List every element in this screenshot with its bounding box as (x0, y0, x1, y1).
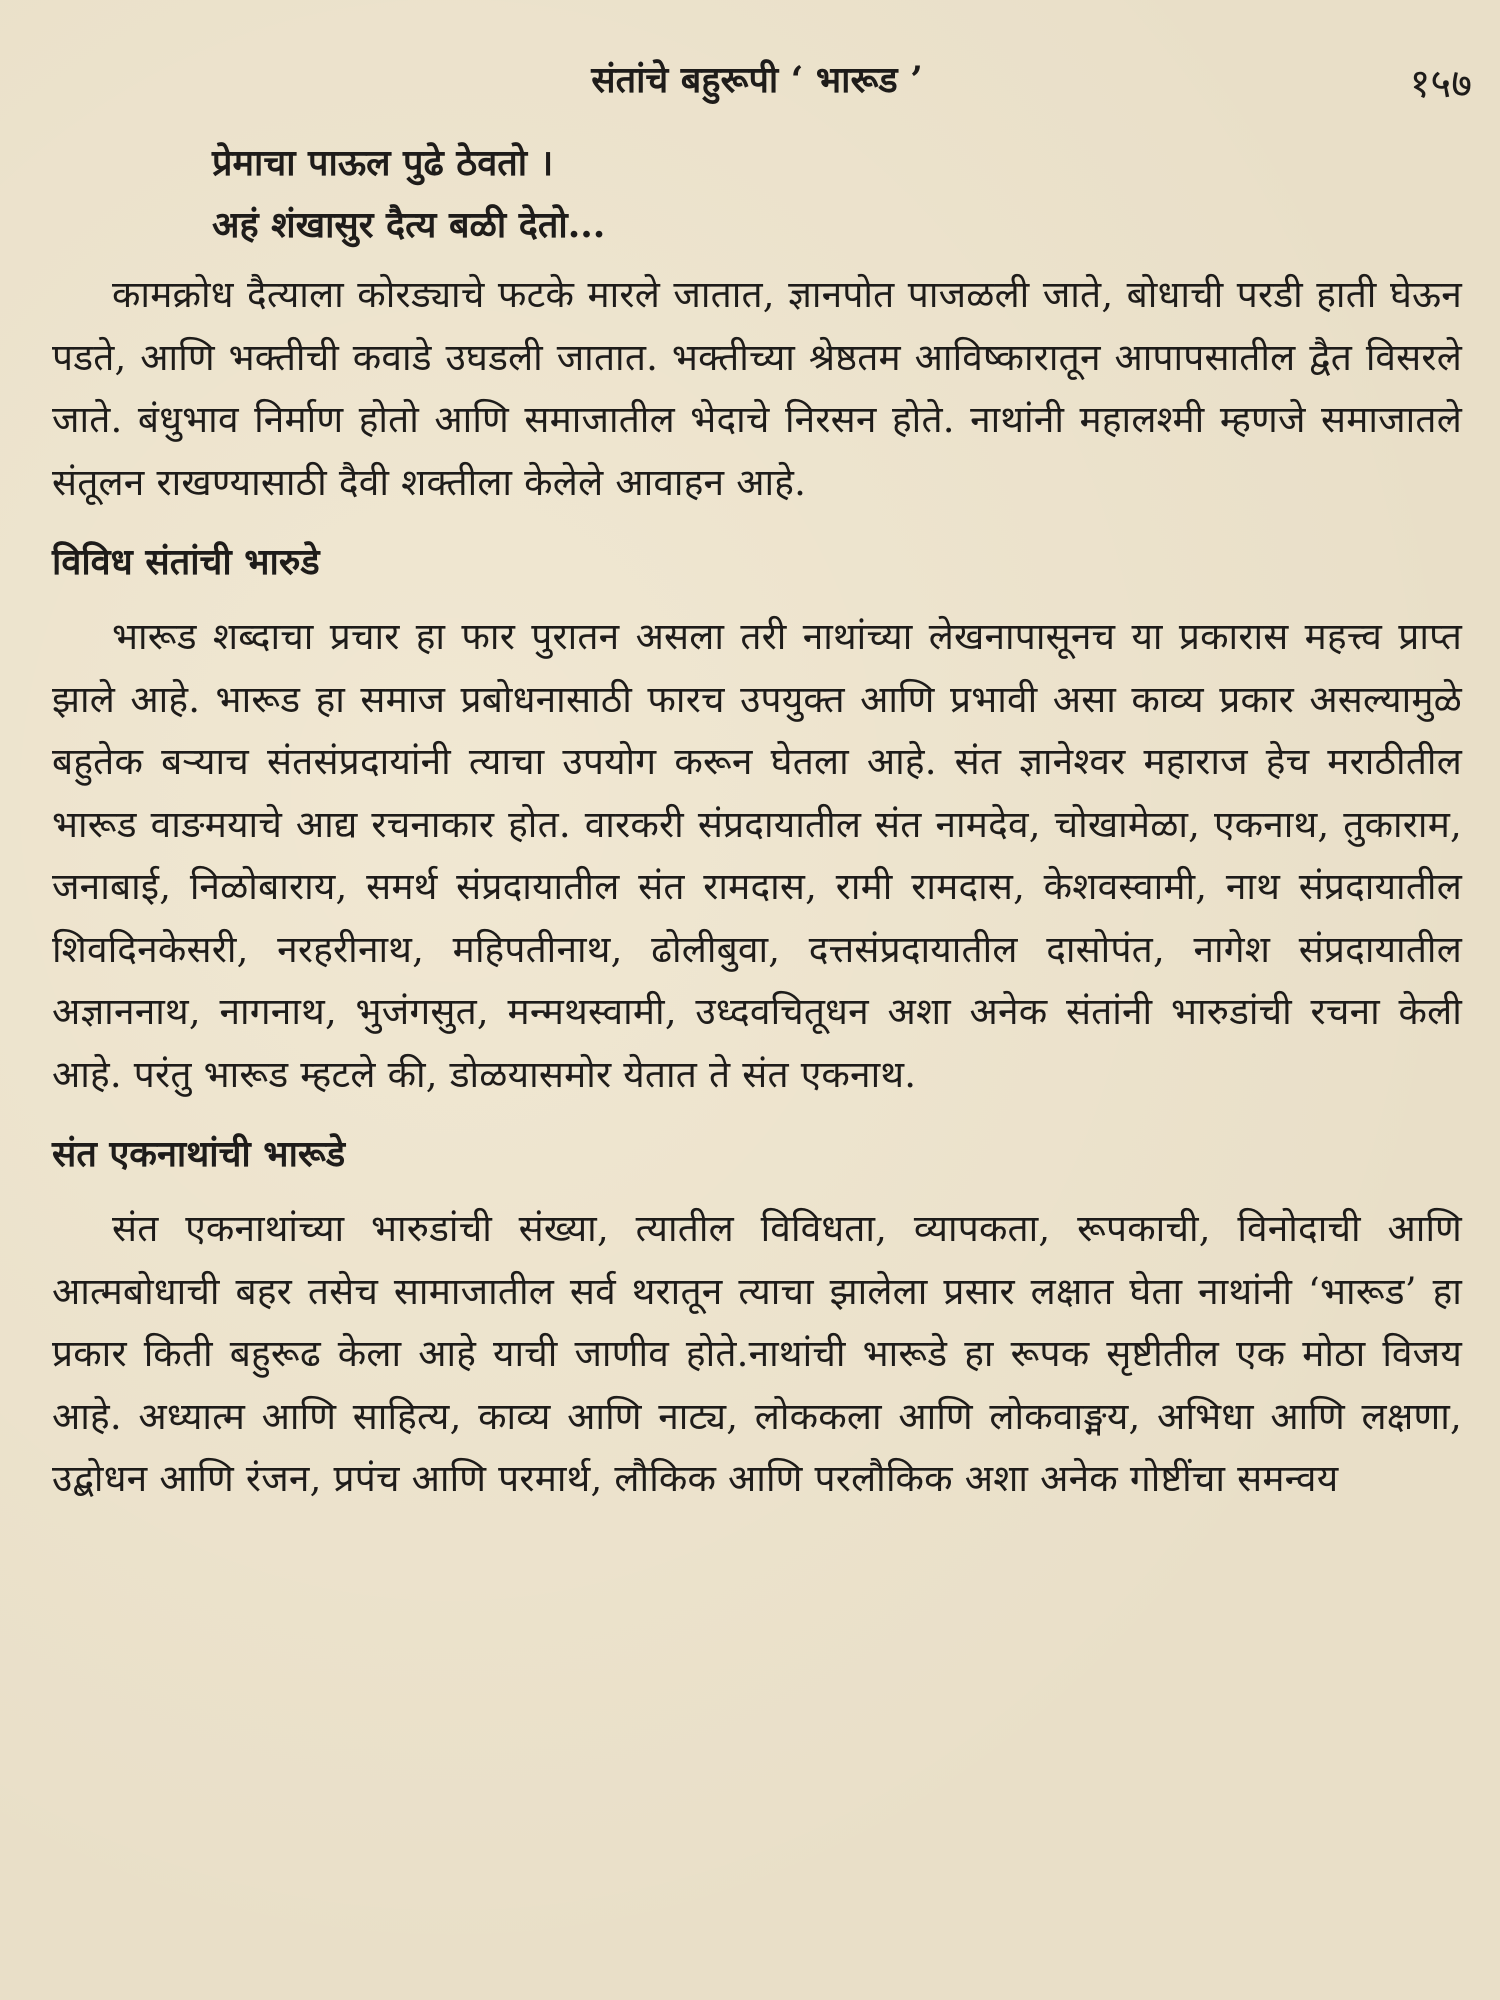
section-heading: संत एकनाथांची भारूडे (52, 1133, 346, 1175)
running-header (52, 54, 1472, 114)
book-page (52, 54, 1472, 1511)
body-paragraph: कामक्रोध दैत्याला कोरड्याचे फटके मारले जातात, ज्ञानपोत पाजळली जाते, बोधाची परडी हाती घेऊन पडते, आणि भक्तीची कवाडे उघडली जातात. भक्तीच्या श्रेष्ठतम आविष्कारातून आपापसातील द्वैत विसरले जाते. बंधुभाव निर्माण होतो आणि समाजातील भेदाचे निरसन होते. नाथांनी महालश्मी म्हणजे समाजातले संतूलन राखण्यासाठी दैवी शक्तीला केलेले आवाहन आहे. (52, 273, 1462, 504)
section-heading: विविध संतांची भारुडे (52, 541, 320, 583)
verse-line: प्रेमाचा पाऊल पुढे ठेवतो । (212, 142, 554, 184)
page-number: १५७ (1409, 61, 1472, 107)
body-paragraph: संत एकनाथांच्या भारुडांची संख्या, त्यातील विविधता, व्यापकता, रूपकाची, विनोदाची आणि आत्मबोधाची बहर तसेच सामाजातील सर्व थरातून त्याचा झालेला प्रसार लक्षात घेता नाथांनी ‘भारूड’ हा प्रकार किती बहुरूढ केला आहे याची जाणीव होते.नाथांची भारूडे हा रूपक सृष्टीतील एक मोठा विजय आहे. अध्यात्म आणि साहित्य, काव्य आणि नाट्य, लोककला आणि लोकवाङ्मय, अभिधा आणि लक्षणा, उद्बोधन आणि रंजन, प्रपंच आणि परमार्थ, लौकिक आणि परलौकिक अशा अनेक गोष्टींचा समन्वय (52, 1207, 1462, 1500)
body-paragraph: भारूड शब्दाचा प्रचार हा फार पुरातन असला तरी नाथांच्या लेखनापासूनच या प्रकारास महत्त्व प्राप्त झाले आहे. भारूड हा समाज प्रबोधनासाठी फारच उपयुक्त आणि प्रभावी असा काव्य प्रकार असल्यामुळे बहुतेक बऱ्याच संतसंप्रदायांनी त्याचा उपयोग करून घेतला आहे. संत ज्ञानेश्वर महाराज हेच मराठीतील भारूड वाङमयाचे आद्य रचनाकार होत. वारकरी संप्रदायातील संत नामदेव, चोखामेळा, एकनाथ, तुकाराम, जनाबाई, निळोबाराय, समर्थ संप्रदायातील संत रामदास, रामी रामदास, केशवस्वामी, नाथ संप्रदायातील शिवदिनकेसरी, नरहरीनाथ, महिपतीनाथ, ढोलीबुवा, दत्तसंप्रदायातील दासोपंत, नागेश संप्रदायातील अज्ञाननाथ, नागनाथ, भुजंगसुत, मन्मथस्वामी, उध्दवचितूधन अशा अनेक संतांनी भारुडांची रचना केली आहे. परंतु भारूड म्हटले की, डोळयासमोर येतात ते संत एकनाथ. (52, 615, 1462, 1096)
running-title: संतांचे बहुरूपी ‘ भारूड ’ (591, 59, 923, 101)
verse-line: अहं शंखासुर दैत्य बळी देतो... (212, 204, 606, 246)
verse-block (212, 132, 1462, 256)
